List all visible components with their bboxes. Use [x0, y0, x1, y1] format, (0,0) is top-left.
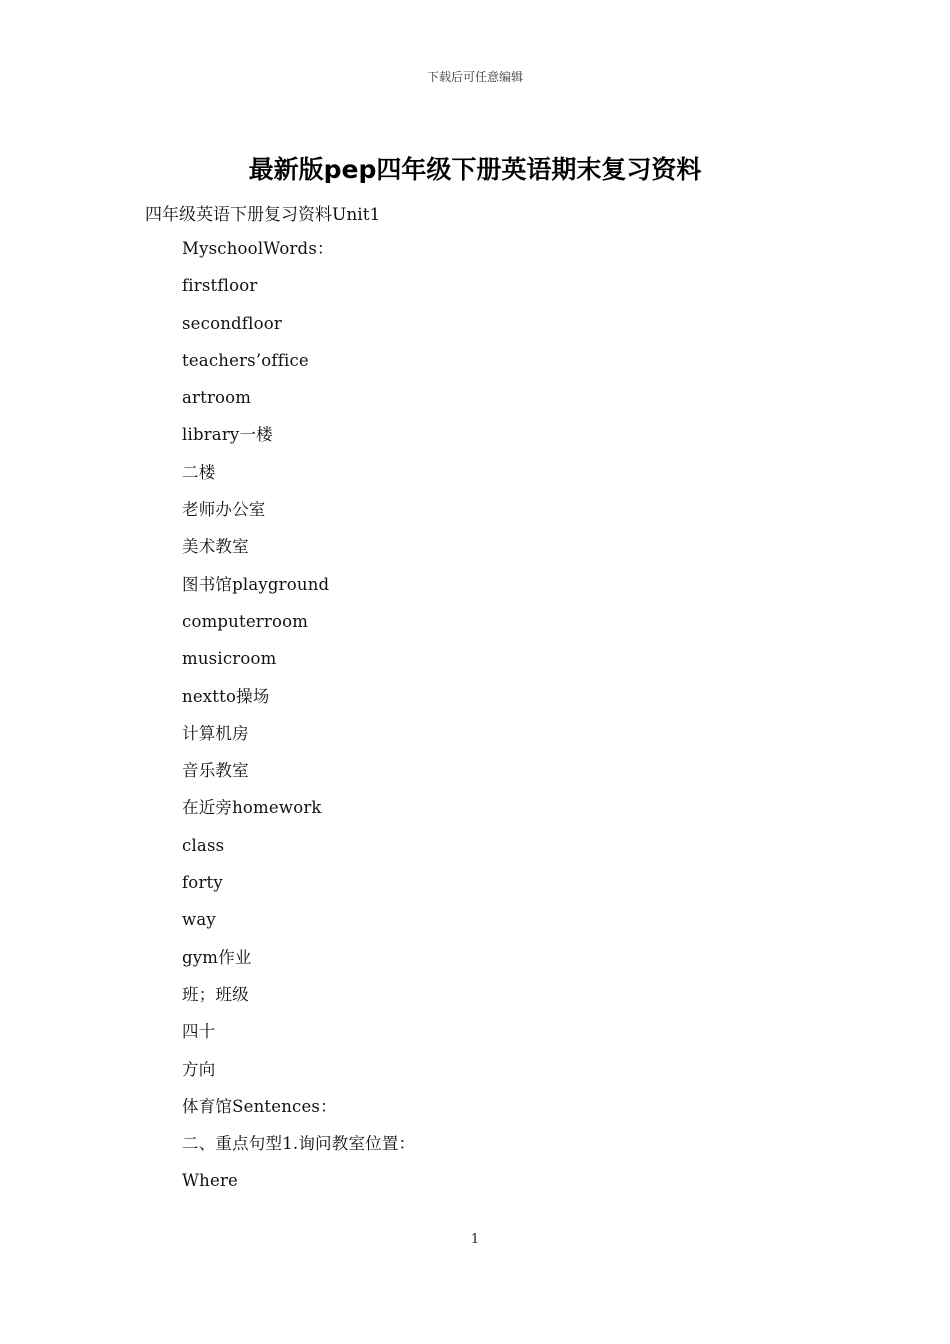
list-item: nextto操场 — [182, 686, 270, 706]
list-item: computerroom — [182, 611, 309, 631]
list-item: musicroom — [182, 649, 277, 669]
list-item: 四十 — [182, 1022, 216, 1042]
list-item: forty — [182, 873, 223, 893]
list-item: class — [182, 835, 225, 855]
list-item: library一楼 — [182, 425, 273, 445]
list-item: 美术教室 — [182, 537, 249, 557]
list-item: 图书馆playground — [182, 574, 330, 594]
list-item: 在近旁homework — [182, 798, 322, 818]
document-title: 最新版pep四年级下册英语期末复习资料 — [248, 155, 702, 184]
list-item: way — [182, 910, 216, 930]
list-item: 计算机房 — [182, 723, 249, 743]
list-item: 二楼 — [182, 462, 216, 482]
list-item: MyschoolWords： — [182, 239, 334, 258]
list-item: Where — [182, 1171, 239, 1191]
list-item: firstfloor — [182, 276, 258, 296]
page-header: 下载后可任意编辑 — [426, 70, 523, 84]
vocabulary-list — [182, 238, 415, 1208]
list-item: gym作业 — [182, 947, 252, 967]
list-item: 二、重点句型1.询问教室位置： — [182, 1134, 416, 1154]
list-item: 班；班级 — [182, 984, 249, 1004]
list-item: teachers’office — [182, 350, 309, 370]
document-subtitle: 四年级英语下册复习资料Unit1 — [145, 205, 381, 225]
list-item: 体育馆Sentences： — [182, 1096, 337, 1116]
page-number: 1 — [470, 1232, 480, 1247]
list-item: 方向 — [182, 1059, 216, 1079]
list-item: secondfloor — [182, 313, 282, 333]
list-item: artroom — [182, 388, 252, 408]
list-item: 音乐教室 — [182, 761, 249, 781]
list-item: 老师办公室 — [182, 500, 266, 520]
